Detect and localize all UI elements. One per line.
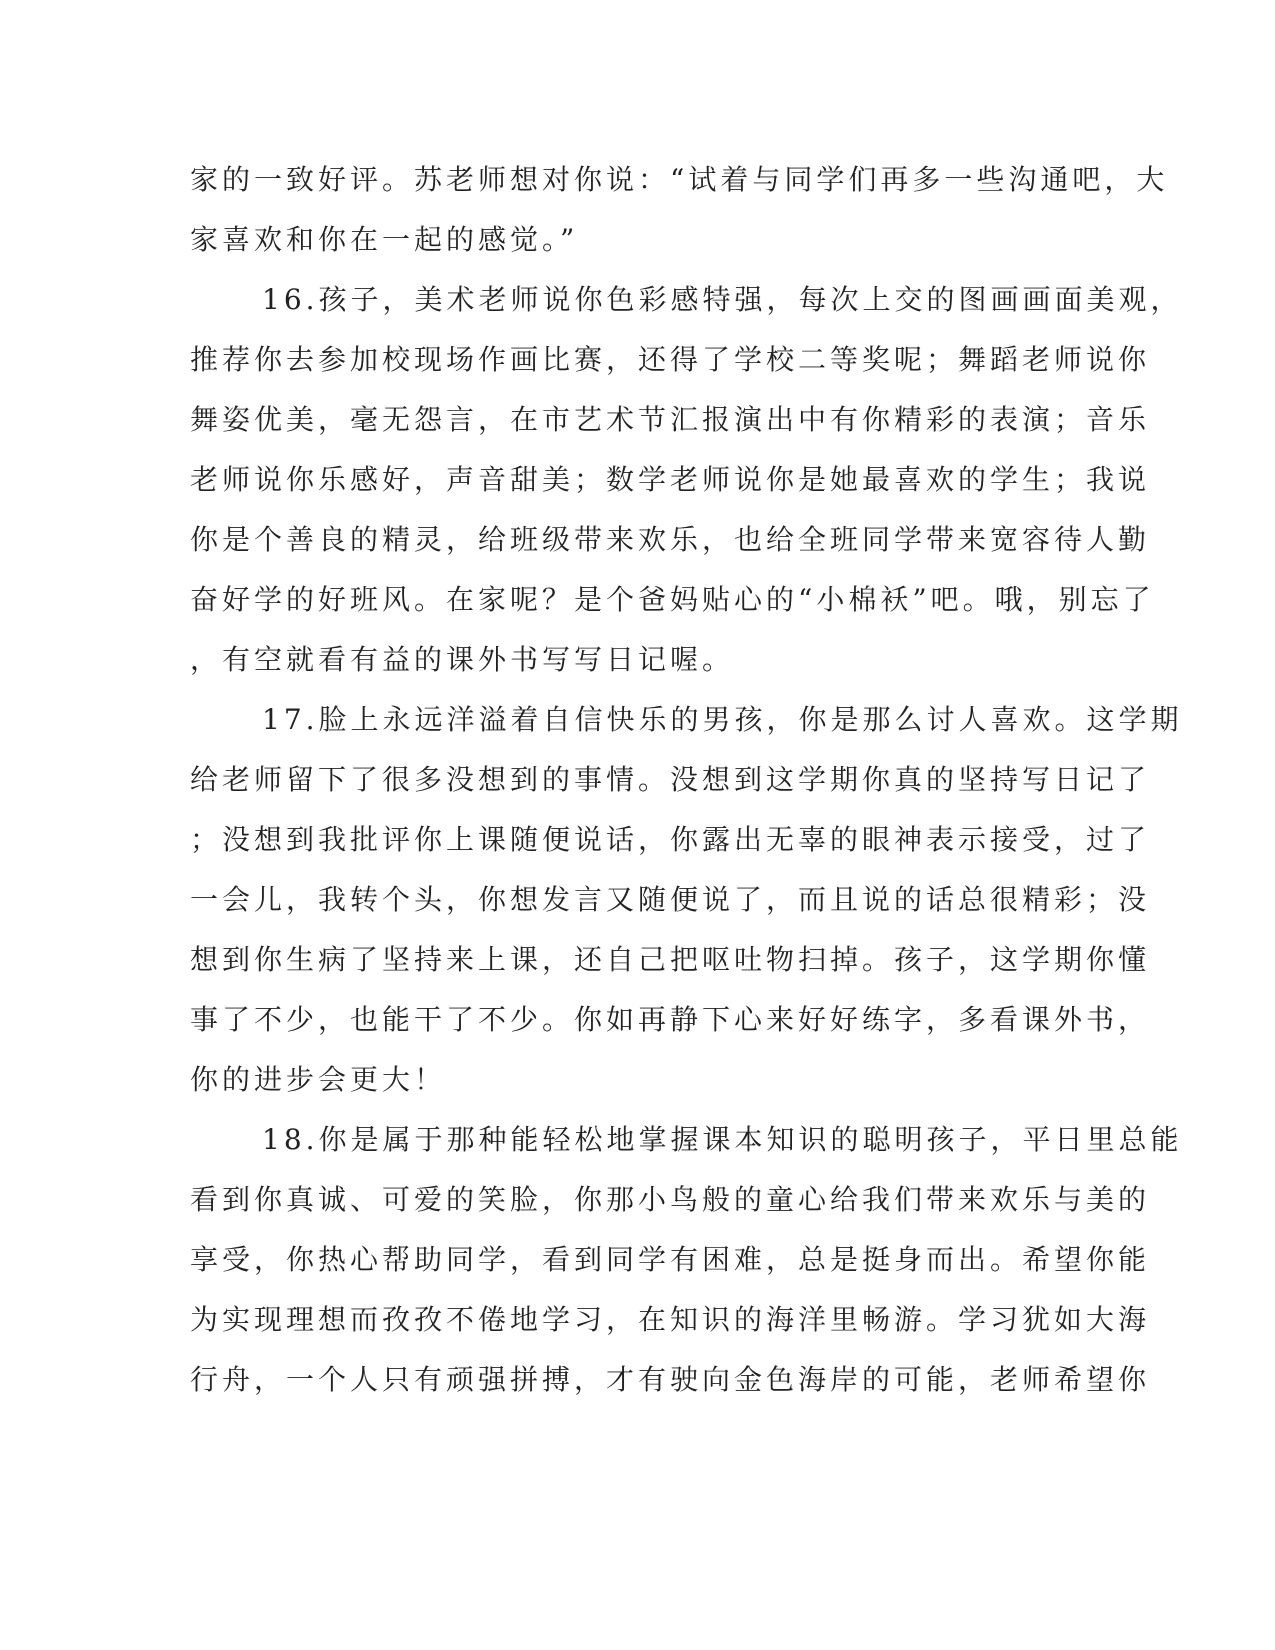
paragraph-17-line-2: 给老师留下了很多没想到的事情。没想到这学期你真的坚持写日记了 bbox=[190, 763, 1151, 796]
paragraph-16-line-2: 推荐你去参加校现场作画比赛，还得了学校二等奖呢；舞蹈老师说你 bbox=[190, 343, 1151, 376]
paragraph-16-line-7: ，有空就看有益的课外书写写日记喔。 bbox=[190, 643, 735, 676]
paragraph-17-line-1: 17.脸上永远洋溢着自信快乐的男孩，你是那么讨人喜欢。这学期 bbox=[262, 703, 1183, 736]
paragraph-15-line-2: 家的一致好评。苏老师想对你说：“试着与同学们再多一些沟通吧，大 bbox=[190, 163, 1169, 196]
paragraph-16-line-1: 16.孩子，美术老师说你色彩感特强，每次上交的图画画面美观， bbox=[262, 283, 1183, 316]
paragraph-16-line-5: 你是个善良的精灵，给班级带来欢乐，也给全班同学带来宽容待人勤 bbox=[190, 523, 1151, 556]
paragraph-18-line-1: 18.你是属于那种能轻松地掌握课本知识的聪明孩子，平日里总能 bbox=[262, 1123, 1183, 1156]
paragraph-18-line-2: 看到你真诚、可爱的笑脸，你那小鸟般的童心给我们带来欢乐与美的 bbox=[190, 1183, 1151, 1216]
paragraph-16-line-4: 老师说你乐感好，声音甜美；数学老师说你是她最喜欢的学生；我说 bbox=[190, 463, 1151, 496]
paragraph-17-line-4: 一会儿，我转个头，你想发言又随便说了，而且说的话总很精彩；没 bbox=[190, 883, 1151, 916]
paragraph-16-line-6: 奋好学的好班风。在家呢？是个爸妈贴心的“小棉袄”吧。哦，别忘了 bbox=[190, 583, 1155, 616]
paragraph-18-line-3: 享受，你热心帮助同学，看到同学有困难，总是挺身而出。希望你能 bbox=[190, 1243, 1151, 1276]
paragraph-17-line-5: 想到你生病了坚持来上课，还自己把呕吐物扫掉。孩子，这学期你懂 bbox=[190, 943, 1151, 976]
paragraph-17-line-7: 你的进步会更大！ bbox=[190, 1063, 447, 1096]
paragraph-17-line-3: ；没想到我批评你上课随便说话，你露出无辜的眼神表示接受，过了 bbox=[190, 823, 1151, 856]
paragraph-16-line-3: 舞姿优美，毫无怨言，在市艺术节汇报演出中有你精彩的表演；音乐 bbox=[190, 403, 1151, 436]
paragraph-15-line-3: 家喜欢和你在一起的感觉。” bbox=[190, 223, 579, 256]
paragraph-18-line-4: 为实现理想而孜孜不倦地学习，在知识的海洋里畅游。学习犹如大海 bbox=[190, 1303, 1151, 1336]
paragraph-18-line-5: 行舟，一个人只有顽强拼搏，才有驶向金色海岸的可能，老师希望你 bbox=[190, 1363, 1151, 1396]
paragraph-17-line-6: 事了不少，也能干了不少。你如再静下心来好好练字，多看课外书， bbox=[190, 1003, 1151, 1036]
